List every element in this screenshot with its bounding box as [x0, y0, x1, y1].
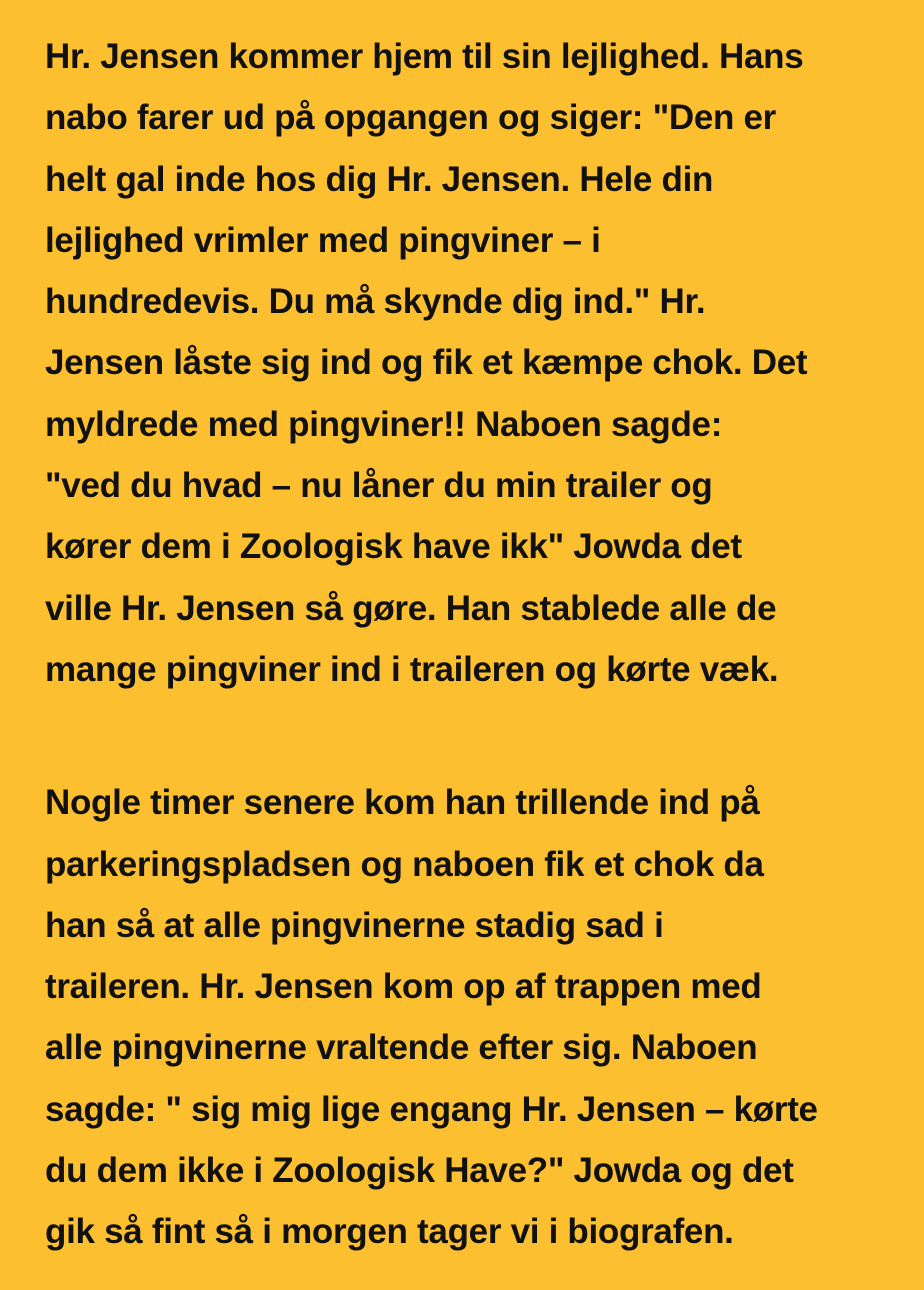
paragraph-penguins-return: Nogle timer senere kom han trillende ind på parkeringspladsen og naboen fik et chok da han så at alle pingvinerne stadig sad i traileren. Hr. Jensen kom op af trappen med alle pingvinerne vraltende efter sig. Naboen sagde: " sig mig lige engang Hr. Jensen – kørte du dem ikke i Zoologisk Have?" Jowda og det gik så fint så i morgen tager vi i biografen. [45, 783, 818, 1252]
paragraph-penguins-at-home: Hr. Jensen kommer hjem til sin lejlighed. Hans nabo farer ud på opgangen og siger: "Den er helt gal inde hos dig Hr. Jensen. Hele din lejlighed vrimler med pingviner – i hundredevis. Du må skynde dig ind." Hr. Jensen låste sig ind og fik et kæmpe chok. Det myldrede med pingviner!! Naboen sagde: "ved du hvad – nu låner du min trailer og kører dem i Zoologisk have ikk" Jowda det ville Hr. Jensen så gøre. Han stablede alle de mange pingviner ind i traileren og kørte væk. [45, 37, 808, 689]
